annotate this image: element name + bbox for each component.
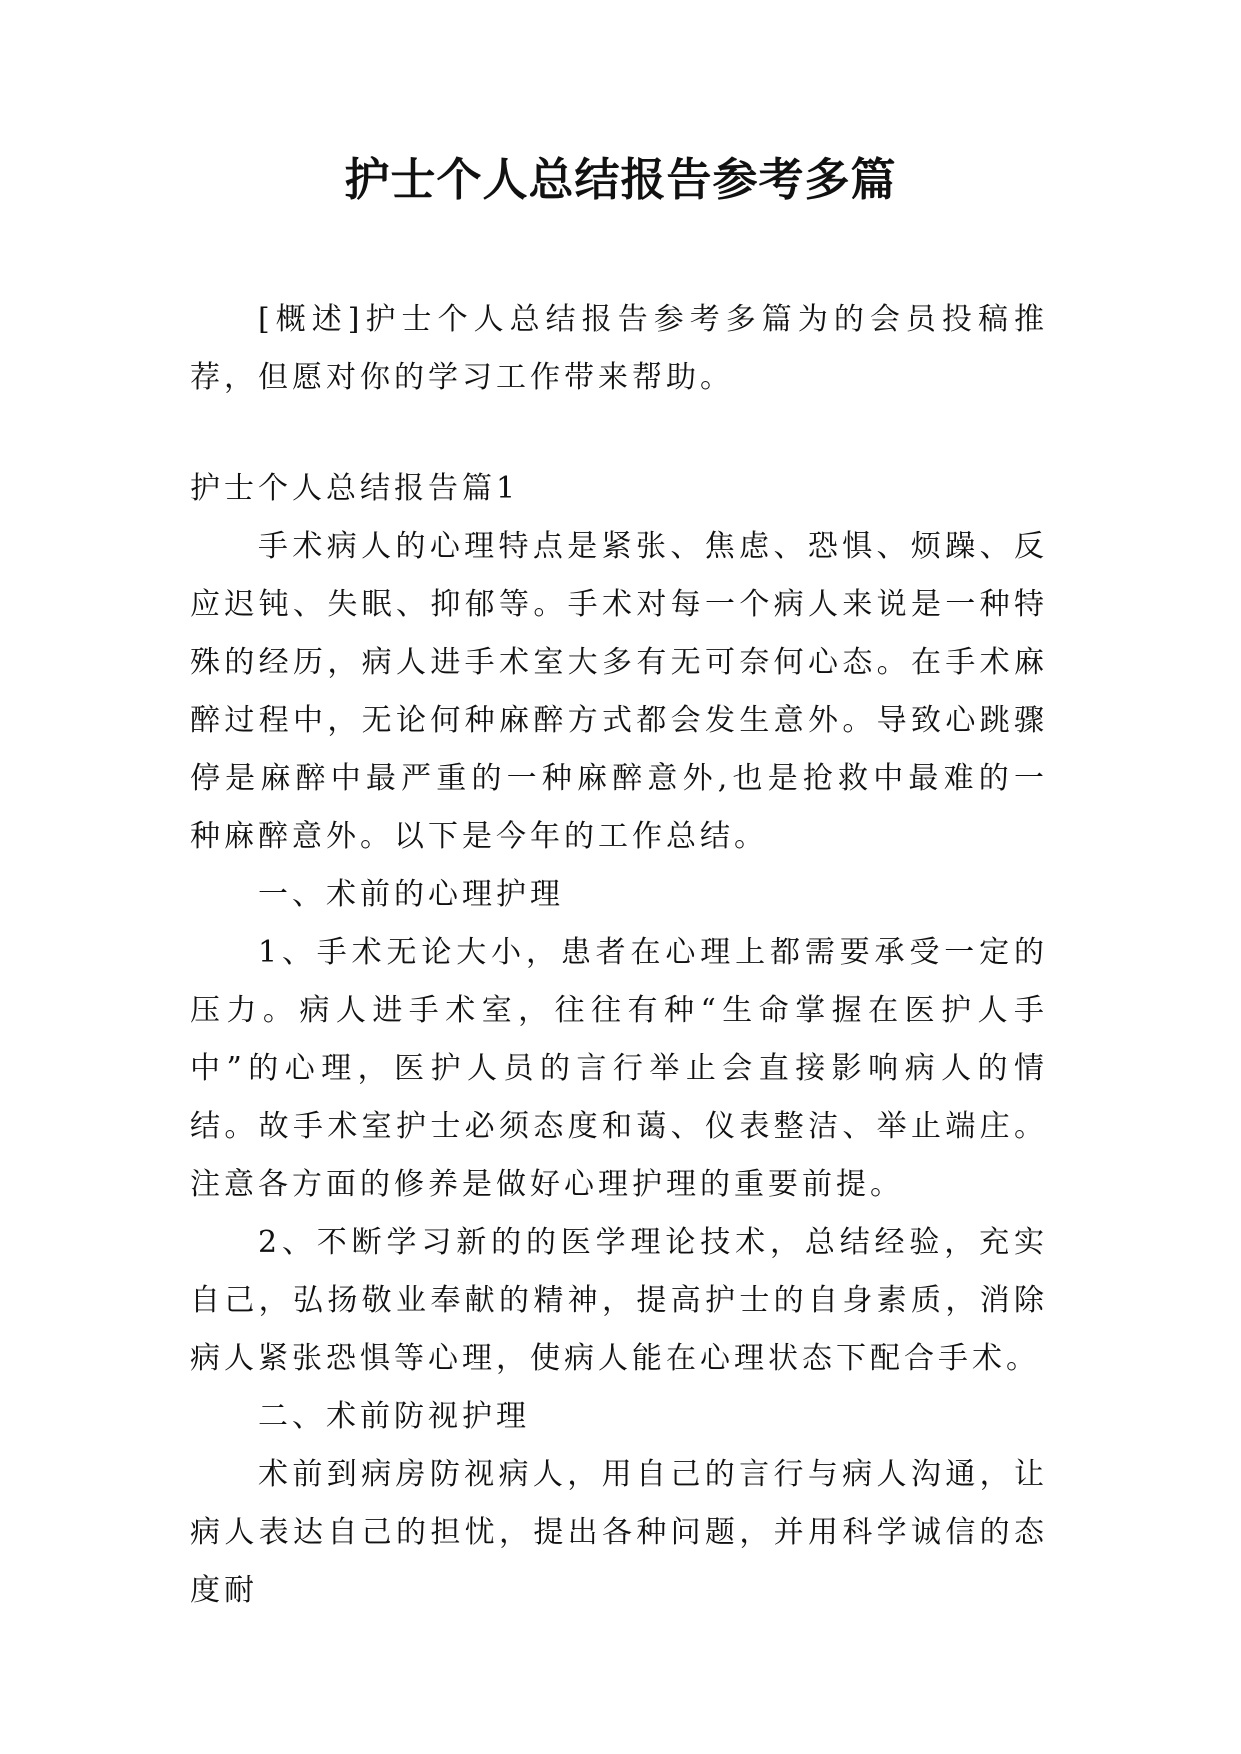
content-block [190, 460, 1048, 1620]
heading-preop-visit-care: 二、术前防视护理 [258, 1399, 530, 1434]
summary-block [190, 291, 1048, 407]
paragraph-point-2: 2、不断学习新的的医学理论技术，总结经验，充实自己，弘扬敬业奉献的精神，提高护士的自身素质，消除病人紧张恐惧等心理，使病人能在心理状态下配合手术。 [190, 1225, 1048, 1376]
document-title: 护士个人总结报告参考多篇 [344, 153, 897, 206]
heading-preop-psychological-care: 一、术前的心理护理 [258, 877, 564, 912]
section-title: 护士个人总结报告篇1 [190, 471, 520, 506]
paragraph-intro: 手术病人的心理特点是紧张、焦虑、恐惧、烦躁、反应迟钝、失眠、抑郁等。手术对每一个病人来说是一种特殊的经历，病人进手术室大多有无可奈何心态。在手术麻醉过程中，无论何种麻醉方式都会发生意外。导致心跳骤停是麻醉中最严重的一种麻醉意外,也是抢救中最难的一种麻醉意外。以下是今年的工作总结。 [190, 529, 1048, 854]
paragraph-preop-visit: 术前到病房防视病人，用自己的言行与病人沟通，让病人表达自己的担忧，提出各种问题，并用科学诚信的态度耐 [190, 1457, 1048, 1608]
paragraph-point-1: 1、手术无论大小，患者在心理上都需要承受一定的压力。病人进手术室，往往有种“生命掌握在医护人手中”的心理，医护人员的言行举止会直接影响病人的情结。故手术室护士必须态度和蔼、仪表整洁、举止端庄。注意各方面的修养是做好心理护理的重要前提。 [190, 935, 1048, 1202]
summary-paragraph: [概述]护士个人总结报告参考多篇为的会员投稿推荐，但愿对你的学习工作带来帮助。 [190, 302, 1048, 395]
